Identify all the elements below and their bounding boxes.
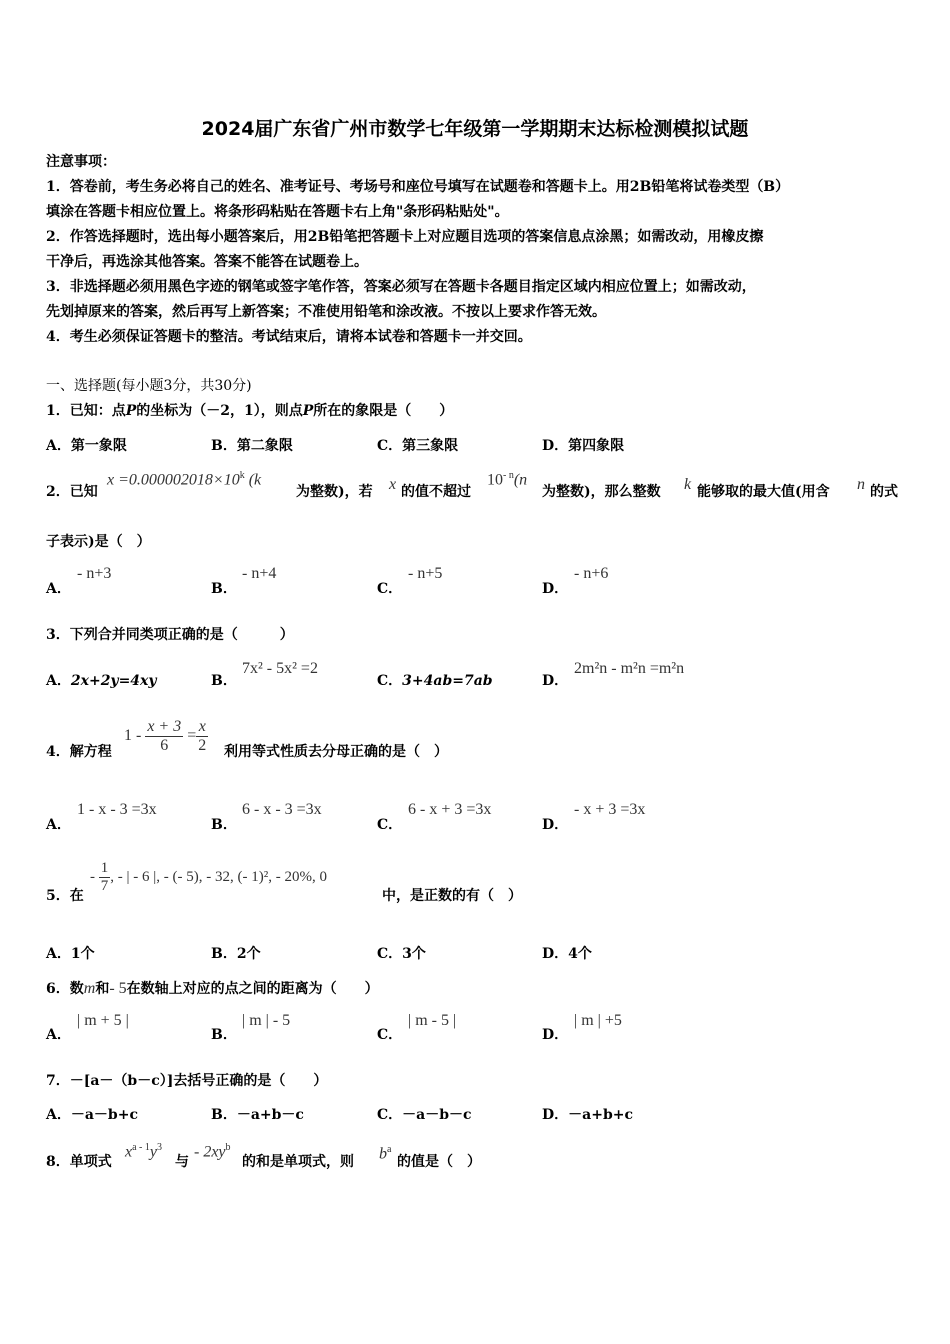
q4-equation: 1 - $\frac{x + 3}{6}$ = $\frac{x}{2}$ — [124, 718, 207, 754]
q6-option-c: | m - 5 | — [408, 1012, 457, 1029]
notice-line: 3．非选择题必须用黑色字迹的钢笔或签字笔作答，答案必须写在答题卡各题目指定区域内相应位置上；如需改动， — [46, 279, 756, 295]
q6-option-d: | m | +5 — [574, 1012, 622, 1029]
q8-monomial-2: - $2xy^b$ — [194, 1142, 231, 1161]
q3-letter-b: B． — [211, 673, 237, 689]
q4-option-b: 6 - x - 3 =3x — [242, 801, 322, 818]
q7-option-c: C．－a－b－c — [377, 1107, 472, 1123]
notice-line: 4．考生必须保证答题卡的整洁。考试结束后，请将本试卷和答题卡一并交回。 — [46, 329, 532, 345]
q2-text: 能够取的最大值(用含 — [697, 484, 830, 500]
notice-heading: 注意事项： — [46, 154, 116, 170]
q2-k: k — [684, 476, 692, 493]
q8-text: 的值是（ ） — [397, 1154, 481, 1170]
q2-text: 的值不超过 — [401, 484, 471, 500]
question-7-stem: 7．－[a－（b－c）]去括号正确的是（ ） — [46, 1073, 328, 1089]
q2-n: n — [857, 476, 865, 493]
q5-option-d: D．4个 — [542, 946, 592, 962]
section-heading: 一、选择题(每小题3分，共30分) — [46, 378, 252, 394]
q4-letter-b: B． — [211, 817, 237, 833]
q1-option-c: C．第三象限 — [377, 438, 459, 454]
q6-letter-c: C． — [377, 1027, 403, 1043]
q7-option-d: D．－a+b+c — [542, 1107, 633, 1123]
q2-text: 的式 — [870, 484, 898, 500]
q5-tail: 中，是正数的有（ ） — [382, 888, 522, 904]
notice-line: 先划掉原来的答案，然后再写上新答案；不准使用铅笔和涂改液。不按以上要求作答无效。 — [46, 304, 606, 320]
q7-option-a: A．－a－b+c — [46, 1107, 138, 1123]
q2-option-d: - n+6 — [574, 565, 609, 582]
q2-option-c: - n+5 — [408, 565, 443, 582]
question-3-stem: 3．下列合并同类项正确的是（ ） — [46, 627, 294, 643]
question-5-label: 5．在 — [46, 888, 84, 904]
question-4-label: 4．解方程 — [46, 744, 112, 760]
question-2-stem: 2．已知 — [46, 484, 98, 500]
q1-option-d: D．第四象限 — [542, 438, 625, 454]
q6-option-a: | m + 5 | — [77, 1012, 129, 1029]
q3-option-d: 2m²n - m²n =m²n — [574, 660, 685, 677]
q6-letter-d: D． — [542, 1027, 569, 1043]
notice-line: 1．答卷前，考生务必将自己的姓名、准考证号、考场号和座位号填写在试题卷和答题卡上。用2B铅笔将试卷类型（B） — [46, 179, 790, 195]
question-8-label: 8．单项式 — [46, 1154, 112, 1170]
q2-option-a: - n+3 — [77, 565, 112, 582]
q5-option-c: C．3个 — [377, 946, 426, 962]
q1-option-b: B．第二象限 — [211, 438, 293, 454]
page-title: 2024届广东省广州市数学七年级第一学期期末达标检测模拟试题 — [201, 118, 749, 140]
q8-b-power-a: $b^a$ — [379, 1144, 392, 1163]
q6-option-b: | m | - 5 — [242, 1012, 291, 1029]
q2-letter-c: C． — [377, 581, 403, 597]
q2-letter-d: D． — [542, 581, 569, 597]
q6-letter-a: A． — [46, 1027, 71, 1043]
q5-number-list: - $\frac{1}{7}$ , - | - 6 |, - (- 5), - 32, (- 1)², - 20%, 0 — [90, 860, 327, 894]
q6-letter-b: B． — [211, 1027, 237, 1043]
notice-line: 填涂在答题卡相应位置上。将条形码粘贴在答题卡右上角"条形码粘贴处"。 — [46, 204, 509, 220]
q5-option-b: B．2个 — [211, 946, 261, 962]
q3-option-b: 7x² - 5x² =2 — [242, 660, 318, 677]
q2-bound: $10^{- n}(n$ — [487, 470, 528, 489]
q5-option-a: A．1个 — [46, 946, 95, 962]
q4-option-d: - x + 3 =3x — [574, 801, 646, 818]
q3-option-c: C．3+4ab=7ab — [377, 673, 493, 689]
q4-option-a: 1 - x - 3 =3x — [77, 801, 157, 818]
q4-tail: 利用等式性质去分母正确的是（ ） — [224, 744, 448, 760]
q3-letter-d: D． — [542, 673, 569, 689]
q2-letter-b: B． — [211, 581, 237, 597]
notice-line: 2．作答选择题时，选出每小题答案后，用2B铅笔把答题卡上对应题目选项的答案信息点涂黑；如需改动，用橡皮擦 — [46, 229, 764, 245]
q4-letter-d: D． — [542, 817, 569, 833]
q8-and: 与 — [175, 1154, 189, 1170]
q2-x: x — [389, 476, 397, 493]
notice-line: 干净后，再选涂其他答案。答案不能答在试题卷上。 — [46, 254, 368, 270]
q4-letter-a: A． — [46, 817, 71, 833]
q2-letter-a: A． — [46, 581, 71, 597]
q7-option-b: B．－a+b－c — [211, 1107, 304, 1123]
question-6-stem: 6．数m和- 5在数轴上对应的点之间的距离为（ ） — [46, 980, 379, 997]
q4-letter-c: C． — [377, 817, 403, 833]
q2-text: 为整数)，那么整数 — [542, 484, 661, 500]
q8-monomial-1: $x^{a - 1}y^3$ — [125, 1142, 162, 1161]
q2-option-b: - n+4 — [242, 565, 277, 582]
q2-expression: $x =0.000002018\times 10^k$ (k — [107, 470, 262, 489]
q4-option-c: 6 - x + 3 =3x — [408, 801, 492, 818]
question-1-stem: 1．已知：点P的坐标为（－2，1），则点P所在的象限是（ ） — [46, 403, 454, 419]
q3-option-a: A．2x+2y=4xy — [46, 673, 157, 689]
q2-text: 为整数)，若 — [296, 484, 373, 500]
q1-option-a: A．第一象限 — [46, 438, 127, 454]
q2-line2: 子表示)是（ ） — [46, 534, 151, 550]
q8-text: 的和是单项式，则 — [242, 1154, 354, 1170]
